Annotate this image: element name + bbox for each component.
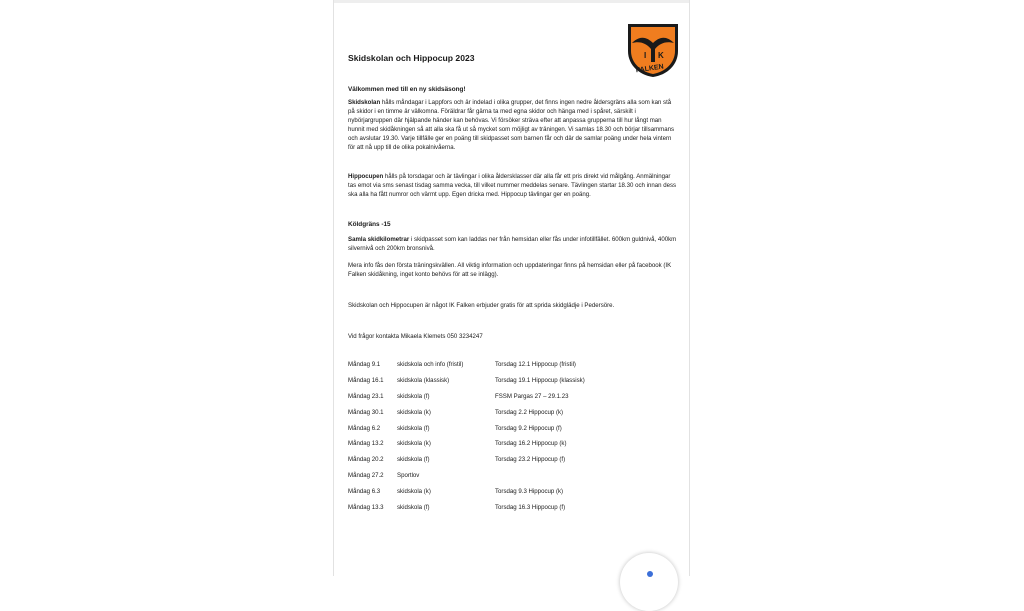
koldgrans-heading: Köldgräns -15	[348, 221, 391, 228]
document-title: Skidskolan och Hippocup 2023	[348, 53, 475, 63]
page-top-edge	[334, 0, 689, 3]
hippocup-text: hålls på torsdagar och är tävlingar i olika åldersklasser där alla får ett pris direkt vid målgång. Anmälningar tas emot via sms senast tisdag samma vecka, till vilket nummer meddelas senare. Tävlingen startar 18.30 och innan dess ska alla ha fått numror och värmt upp. Egen dricka med. Hippocup tävlingar ger en poäng.	[348, 173, 677, 198]
schedule-row	[348, 472, 678, 488]
schedule-activity: skidskola och info (fristil)	[397, 361, 464, 368]
hippocup-paragraph	[348, 173, 678, 200]
svg-text:FALKEN: FALKEN	[635, 63, 665, 75]
schedule-event: Torsdag 19.1 Hippocup (klassisk)	[495, 376, 585, 384]
schedule-activity: skidskola (k)	[397, 488, 431, 496]
schedule-row	[348, 361, 678, 377]
schedule-activity: skidskola (f)	[397, 456, 430, 464]
floating-action-button[interactable]	[620, 553, 678, 611]
samla-text: i skidpasset som kan laddas ner från hemsidan eller fås under infotillfället. 600km guldnivå, 400km silvernivå och 200km bronsnivå.	[348, 236, 677, 252]
schedule-date: Måndag 6.3	[348, 488, 381, 496]
skidskolan-text: hålls måndagar i Lappfors och är indelad i olika grupper, det finns ingen nedre åldersgräns alla som kan stå på skidor i en timme är välkomna. Föräldrar får gärna ta med egna skidor och hänga med i spåret, särskilt i nybörjargruppen där hjälpande händer kan behövas. Vi försöker sträva efter att anpassa grupperna till hur långt man hunnit med skidåkningen så att alla ska få ut så mycket som möjligt av träningen. Vi samlas 18.30 och börjar tillsammans och avslutar 19.30. Varje tillfälle ger en poäng till skidpasset som barnen får och där de samlar poäng under hela vintern för att nå upp till de olika pokalnivåerna.	[348, 99, 675, 151]
schedule-activity: skidskola (k)	[397, 408, 431, 416]
schedule-event: Torsdag 12.1 Hippocup (fristil)	[495, 361, 576, 368]
floating-action-icon	[647, 571, 653, 577]
schedule-activity: skidskola (f)	[397, 504, 430, 512]
schedule-event: FSSM Pargas 27 – 29.1.23	[495, 392, 569, 400]
schedule-activity: skidskola (f)	[397, 392, 430, 400]
skidskolan-paragraph	[348, 99, 678, 152]
schedule-row	[348, 409, 678, 425]
schedule-date: Måndag 30.1	[348, 408, 384, 416]
schedule-activity: Sportlov	[397, 472, 420, 480]
schedule-row	[348, 456, 678, 472]
schedule-event: Torsdag 9.3 Hippocup (k)	[495, 488, 564, 496]
schedule-row	[348, 440, 678, 456]
schedule-event: Torsdag 16.2 Hippocup (k)	[495, 440, 567, 448]
svg-text:I: I	[644, 51, 647, 60]
schedule-row	[348, 377, 678, 393]
schedule-date: Måndag 27.2	[348, 472, 384, 480]
schedule-date: Måndag 13.3	[348, 504, 384, 512]
schedule-date: Måndag 16.1	[348, 376, 384, 384]
schedule-event: Torsdag 16.3 Hippocup (f)	[495, 504, 566, 512]
ik-falken-logo-icon	[627, 23, 679, 78]
schedule-date: Måndag 23.1	[348, 392, 384, 400]
schedule-row	[348, 425, 678, 441]
schedule-event: Torsdag 9.2 Hippocup (f)	[495, 424, 562, 432]
schedule-row	[348, 393, 678, 409]
welcome-heading: Välkommen med till en ny skidsäsong!	[348, 86, 466, 93]
free-paragraph: Skidskolan och Hippocupen är något IK Falken erbjuder gratis för att sprida skidglädje i Pedersöre.	[348, 302, 615, 309]
schedule-date: Måndag 6.2	[348, 424, 381, 432]
schedule-activity: skidskola (k)	[397, 440, 431, 448]
info-paragraph: Mera info fås den första träningskvällen. All viktig information och uppdateringar finns på hemsidan eller på facebook (IK Falken skidåkning, inget konto behövs för att se inlägg).	[348, 262, 672, 278]
schedule-event: Torsdag 23.2 Hippocup (f)	[495, 456, 566, 464]
samla-paragraph	[348, 236, 678, 254]
document-page	[333, 0, 690, 576]
hippocup-lead: Hippocupen	[348, 173, 384, 180]
schedule-event: Torsdag 2.2 Hippocup (k)	[495, 408, 564, 416]
contact-paragraph: Vid frågor kontakta Mikaela Klemets 050 3234247	[348, 333, 483, 340]
schedule-date: Måndag 20.2	[348, 456, 384, 464]
samla-lead: Samla skidkilometrar	[348, 236, 410, 243]
schedule-date: Måndag 9.1	[348, 361, 381, 368]
schedule-table	[348, 361, 678, 520]
schedule-activity: skidskola (f)	[397, 424, 430, 432]
schedule-activity: skidskola (klassisk)	[397, 376, 450, 384]
schedule-date: Måndag 13.2	[348, 440, 384, 448]
svg-text:K: K	[658, 51, 664, 60]
schedule-row	[348, 504, 678, 520]
schedule-row	[348, 488, 678, 504]
skidskolan-lead: Skidskolan	[348, 99, 381, 106]
